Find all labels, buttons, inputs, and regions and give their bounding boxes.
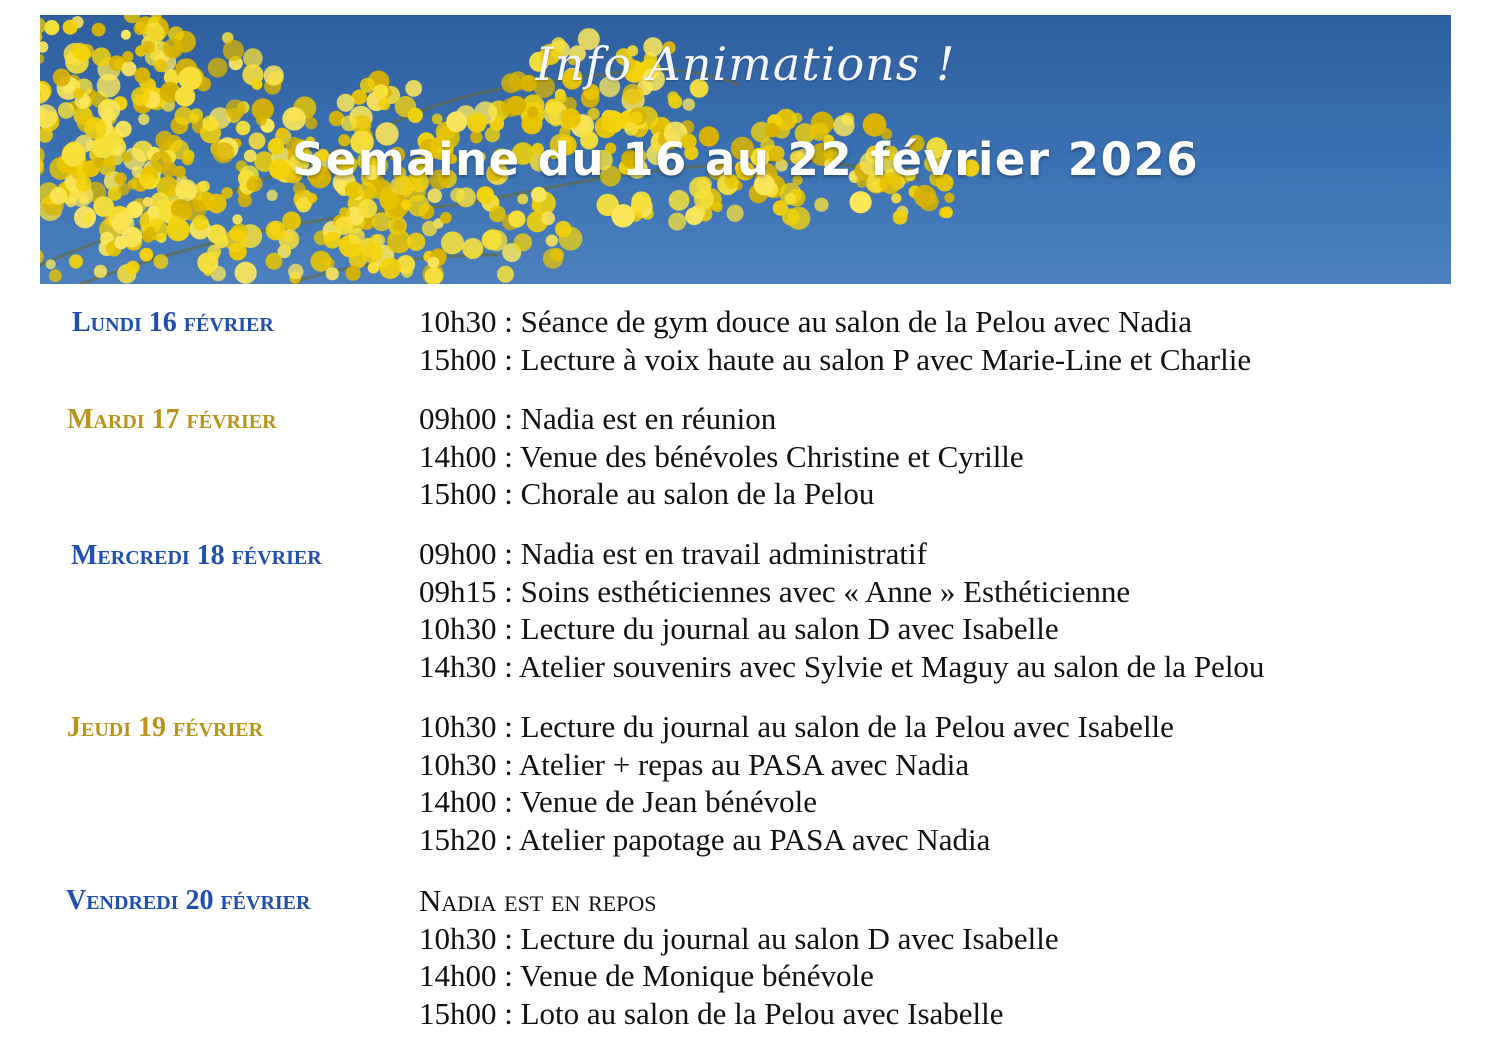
event-item: 10h30 : Lecture du journal au salon de la Pelou avec Isabelle bbox=[419, 709, 1174, 744]
week-title: Semaine du 16 au 22 février 2026 bbox=[291, 133, 1200, 186]
event-item: 14h30 : Atelier souvenirs avec Sylvie et Maguy au salon de la Pelou bbox=[419, 648, 1265, 684]
event-list bbox=[419, 708, 1174, 858]
event-item: 10h30 : Atelier + repas au PASA avec Nadia bbox=[419, 746, 970, 782]
event-item: 10h30 : Séance de gym douce au salon de la Pelou avec Nadia bbox=[419, 304, 1193, 339]
event-item: 09h00 : Nadia est en travail administratif bbox=[419, 536, 927, 571]
header-banner bbox=[40, 15, 1451, 284]
day-label: Mardi 17 février bbox=[67, 404, 277, 435]
banner-title: Info Animations ! bbox=[535, 37, 956, 91]
event-list bbox=[419, 535, 1264, 685]
day-label: Jeudi 19 février bbox=[67, 712, 264, 743]
event-item: 15h00 : Loto au salon de la Pelou avec Isabelle bbox=[419, 995, 1004, 1031]
event-item: 09h00 : Nadia est en réunion bbox=[419, 401, 777, 436]
event-list bbox=[419, 303, 1251, 378]
event-item: 14h00 : Venue de Jean bénévole bbox=[419, 784, 818, 820]
event-item: Nadia est en repos bbox=[419, 883, 657, 918]
event-item: 10h30 : Lecture du journal au salon D avec Isabelle bbox=[419, 611, 1059, 647]
day-label: Vendredi 20 février bbox=[66, 885, 311, 916]
event-item: 10h30 : Lecture du journal au salon D avec Isabelle bbox=[419, 920, 1059, 956]
day-label: Lundi 16 février bbox=[72, 307, 274, 338]
event-list bbox=[419, 882, 1059, 1032]
event-item: 14h00 : Venue des bénévoles Christine et Cyrille bbox=[419, 438, 1024, 474]
event-list bbox=[419, 400, 1024, 513]
event-item: 09h15 : Soins esthéticiennes avec « Anne » Esthéticienne bbox=[419, 573, 1131, 609]
event-item: 15h00 : Lecture à voix haute au salon P avec Marie-Line et Charlie bbox=[419, 341, 1252, 377]
day-label: Mercredi 18 février bbox=[71, 540, 322, 571]
event-item: 15h20 : Atelier papotage au PASA avec Nadia bbox=[419, 821, 991, 857]
event-item: 15h00 : Chorale au salon de la Pelou bbox=[419, 476, 875, 512]
event-item: 14h00 : Venue de Monique bénévole bbox=[419, 958, 874, 994]
